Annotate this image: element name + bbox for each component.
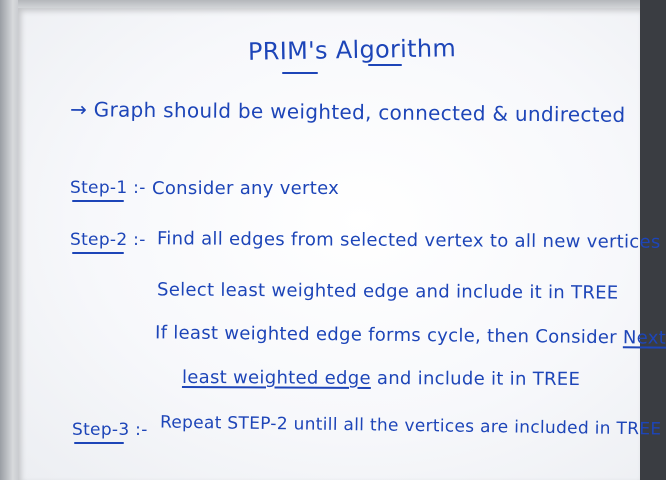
step-1-underline	[72, 200, 124, 202]
step-2-line-4-end: and include it in TREE	[370, 367, 581, 391]
step-2-label: Step-2 :-	[70, 230, 146, 250]
page-title: PRIM's Algorithm	[247, 34, 457, 66]
title-underline-algo	[368, 64, 402, 66]
step-2-underline	[72, 252, 124, 254]
step-3-text: Repeat STEP-2 untill all the vertices are included in TREE	[159, 412, 662, 440]
step-2-line-3-start: If least weighted edge forms cycle, then Consider	[154, 322, 624, 349]
step-2-line-1: Find all edges from selected vertex to all new vertices	[156, 228, 661, 253]
step-1-label: Step-1 :-	[70, 178, 146, 198]
step-2-next-word: Next	[622, 327, 666, 349]
title-underline-prim	[282, 72, 318, 74]
step-1-text: Consider any vertex	[152, 178, 340, 199]
step-2-least-weighted-edge: least weighted edge	[181, 366, 371, 389]
step-2-line-2: Select least weighted edge and include it in TREE	[156, 279, 619, 304]
step-3-underline	[74, 442, 124, 444]
graph-condition: → Graph should be weighted, connected & undirected	[69, 97, 626, 127]
step-2-line-4	[182, 367, 580, 390]
step-3-label: Step-3 :-	[72, 420, 148, 440]
